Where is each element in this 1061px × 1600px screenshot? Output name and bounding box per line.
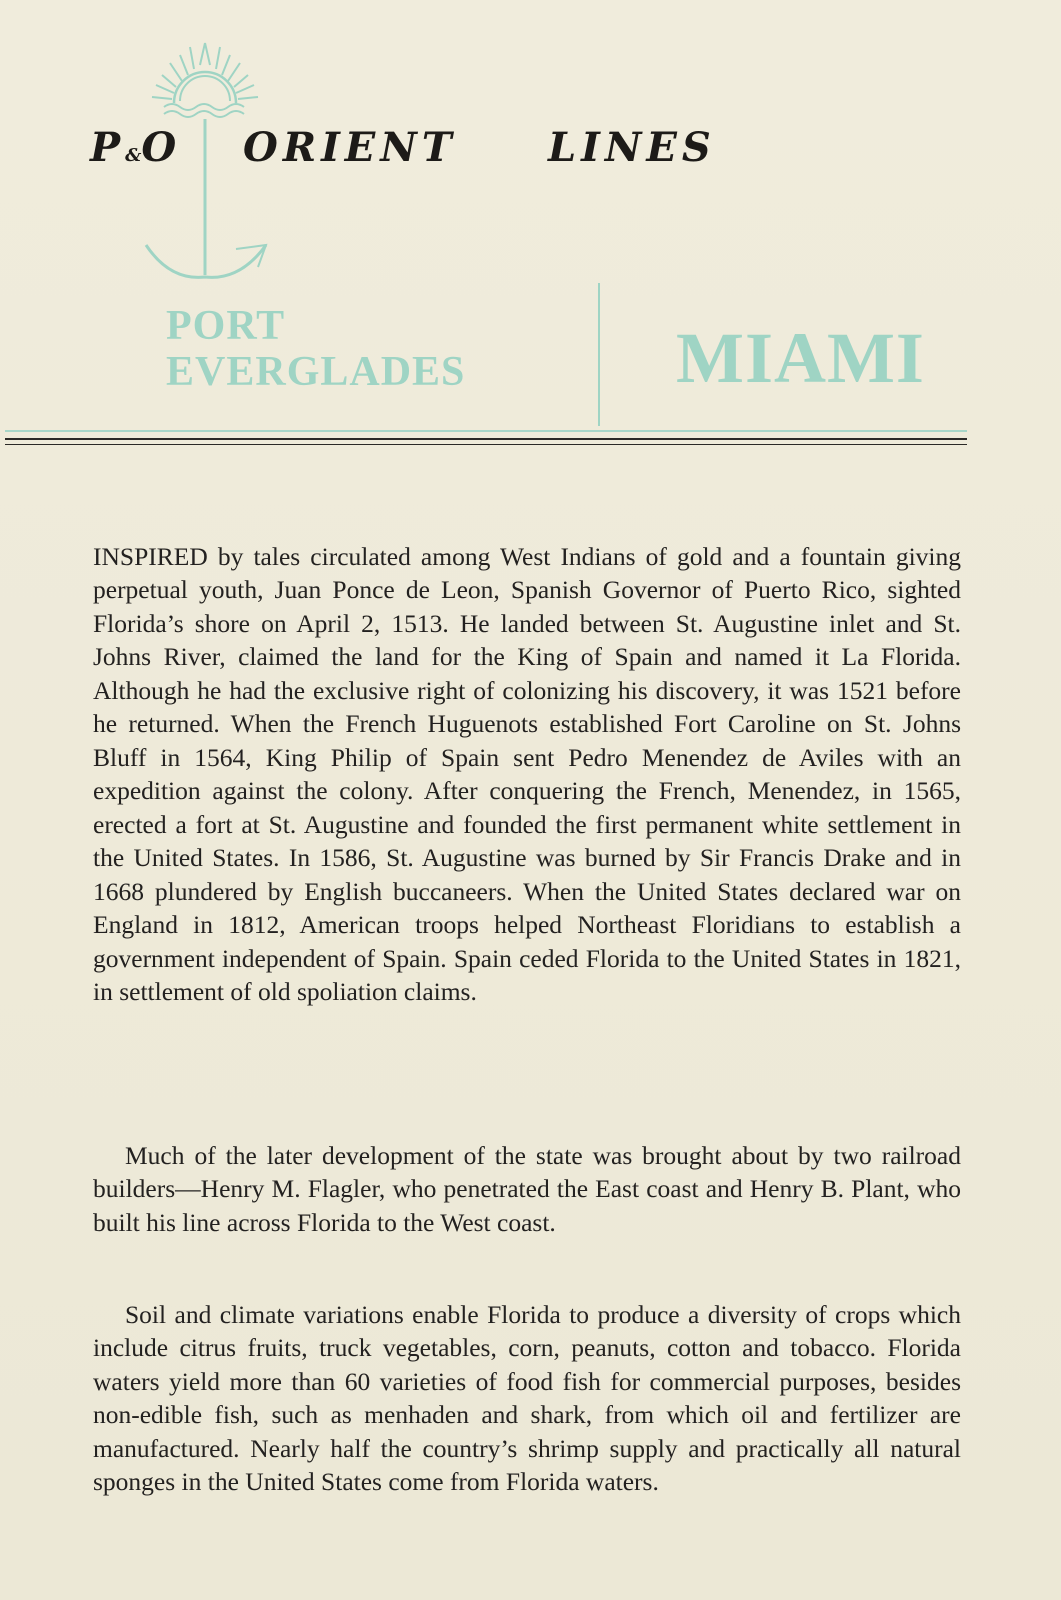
- header-divider: [598, 283, 600, 426]
- header-rule-thin: [5, 444, 967, 445]
- header-rule-accent: [5, 430, 967, 432]
- brand-po: P&O: [90, 124, 182, 171]
- city-name: MIAMI: [676, 318, 925, 398]
- paragraph-history: INSPIRED by tales circulated among West Indians of gold and a fountain giving perpetual youth, Juan Ponce de Leon, Spanish Governor of Puerto Rico, sighted Florida’s shore on April 2, 1513. He landed between St. Augustine inlet and St. Johns River, claimed the land for the King of Spain and named it La Florida. Although he had the exclusive right of colonizing his discovery, it was 1521 before he returned. When the French Huguenots established Fort Caroline on St. Johns Bluff in 1564, King Philip of Spain sent Pedro Menendez de Aviles with an expedition against the colony. After conquering the French, Menendez, in 1565, erected a fort at St. Augustine and founded the first permanent white settlement in the United States. In 1586, St. Augustine was burned by Sir Francis Drake and in 1668 plundered by English buccaneers. When the United States declared war on England in 1812, American troops helped Northeast Floridians to establish a government independent of Spain. Spain ceded Florida to the United States in 1821, in settlement of old spoliation claims.: [93, 541, 961, 1006]
- port-name: PORT EVERGLADES: [166, 303, 466, 395]
- header-rule-dark: [5, 438, 967, 440]
- brand-lines: LINES: [548, 124, 716, 171]
- paragraph-agriculture: Soil and climate variations enable Florida to produce a diversity of crops which include citrus fruits, truck vegetables, corn, peanuts, cotton and tobacco. Florida waters yield more than 60 varieties of food fish for commercial purposes, besides non-edible fish, such as menhaden and shark, from which oil and fertilizer are manufactured. Nearly half the country’s shrimp supply and practically all natural sponges in the United States come from Florida waters.: [93, 1299, 961, 1496]
- brand-orient: ORIENT: [243, 124, 457, 171]
- paragraph-railroads: Much of the later development of the state was brought about by two railroad builders—Henry M. Flagler, who penetrated the East coast and Henry B. Plant, who built his line across Florida to the West coast.: [93, 1140, 961, 1237]
